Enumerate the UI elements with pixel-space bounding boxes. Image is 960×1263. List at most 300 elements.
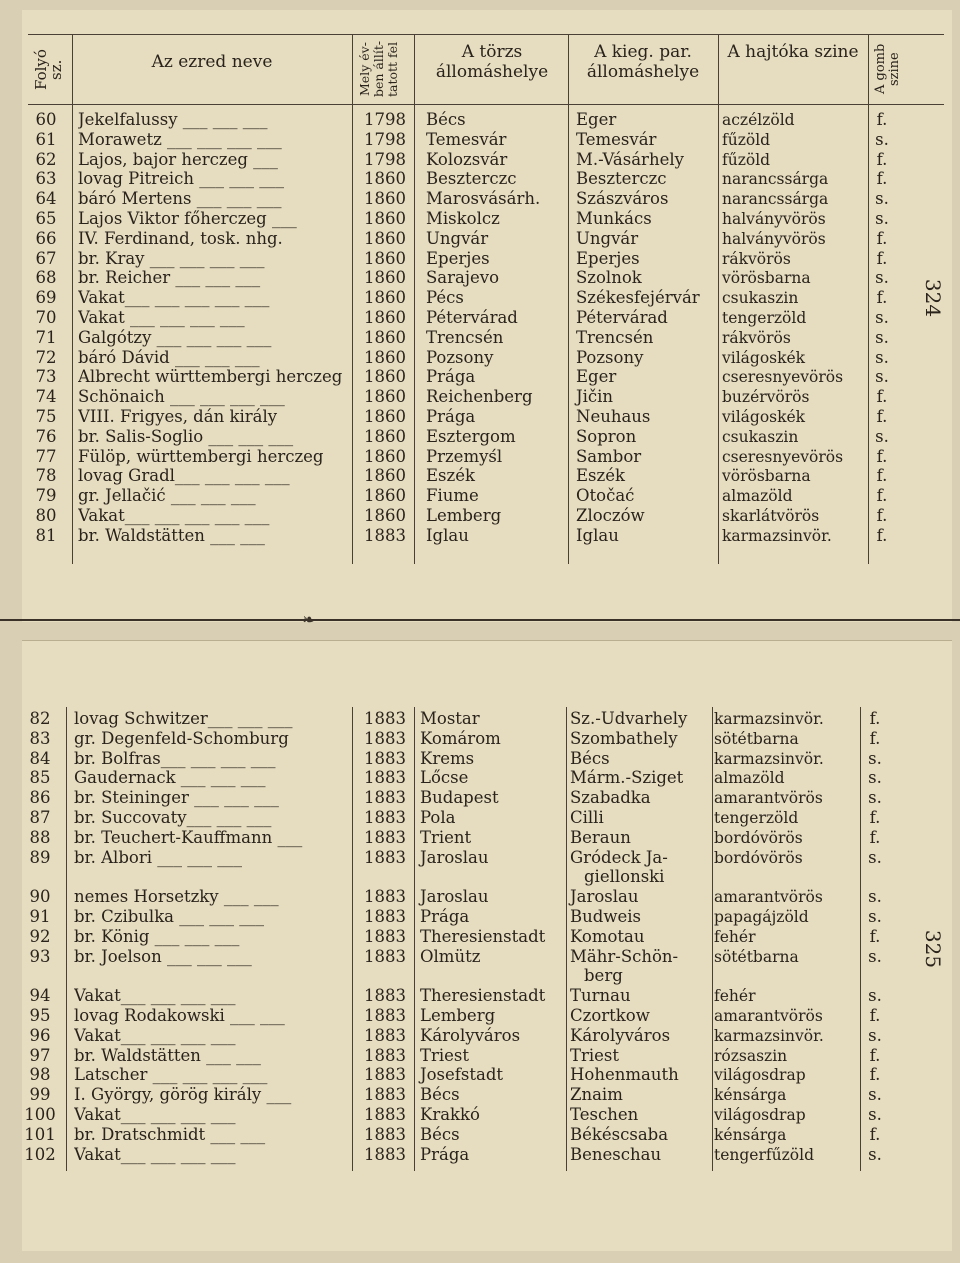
cell-aux: Beraun [570, 827, 631, 847]
cell-facing: vörösbarna [722, 467, 811, 486]
cell-name: br. Czibulka ___ ___ ___ [74, 907, 265, 926]
header-name: Az ezred neve [151, 52, 273, 72]
table-row [22, 907, 952, 927]
cell-year: 1860 [364, 268, 406, 288]
cell-button: f. [869, 827, 881, 847]
cell-name: VIII. Frigyes, dán király [78, 407, 278, 426]
cell-name: br. Joelson ___ ___ ___ [74, 946, 252, 966]
cell-num: 90 [29, 887, 51, 907]
table-row [22, 1085, 952, 1105]
cell-button: s. [875, 209, 889, 228]
table-row [22, 407, 952, 427]
cell-name: Vakat___ ___ ___ ___ [74, 1025, 236, 1045]
cell-aux: Beneschau [570, 1144, 662, 1164]
cell-num: 75 [35, 407, 57, 426]
cell-name: Vakat___ ___ ___ ___ [74, 1105, 236, 1124]
table-row [22, 367, 952, 387]
cell-facing: sötétbarna [714, 729, 799, 748]
cell-facing: tengerzöld [722, 309, 807, 327]
cell-hq: Lőcse [420, 768, 469, 788]
cell-name: gr. Degenfeld-Schomburg [74, 728, 289, 748]
cell-num: 60 [35, 110, 57, 129]
cell-hq: Budapest [420, 788, 499, 808]
cell-year: 1883 [364, 1006, 406, 1025]
cell-num: 74 [35, 387, 57, 407]
cell-facing: fehér [714, 987, 756, 1006]
cell-num: 70 [35, 308, 57, 327]
cell-button: f. [876, 387, 888, 407]
table-row [22, 150, 952, 170]
cell-facing: amarantvörös [714, 888, 823, 907]
cell-button: f. [869, 1006, 881, 1025]
cell-hq: Trencsén [426, 327, 504, 347]
table-row [22, 268, 952, 288]
cell-year: 1883 [364, 926, 406, 946]
cell-num: 76 [35, 426, 57, 446]
page-324 [22, 10, 952, 622]
cell-facing: rózsaszin [714, 1046, 788, 1065]
cell-name: Vakat___ ___ ___ ___ ___ [78, 288, 270, 308]
cell-facing: fűzöld [722, 130, 771, 149]
cell-facing: csukaszin [722, 289, 799, 308]
cell-hq: Josefstadt [420, 1065, 504, 1085]
table-row [22, 729, 952, 749]
cell-num: 97 [29, 1045, 51, 1065]
header-num: Folyó sz. [32, 49, 65, 91]
page-separator [0, 619, 960, 621]
cell-hq: Lemberg [426, 506, 502, 525]
cell-aux: Komotau [570, 926, 645, 946]
table-row [22, 788, 952, 808]
cell-num: 93 [29, 946, 51, 966]
cell-aux: Triest [570, 1045, 620, 1065]
cell-facing: világoskék [722, 348, 806, 367]
cell-aux: Teschen [570, 1105, 639, 1124]
cell-aux: Cilli [570, 808, 604, 827]
cell-name: nemes Horsetzky ___ ___ [74, 887, 279, 907]
cell-num: 102 [24, 1144, 56, 1164]
cell-aux: Zloczów [576, 506, 645, 525]
cell-year: 1860 [364, 486, 406, 506]
cell-aux: M.-Vásárhely [576, 149, 684, 169]
cell-year: 1883 [364, 1085, 406, 1105]
page-325 [22, 640, 952, 1251]
cell-name: báró Dávid ___ ___ ___ [78, 347, 260, 367]
cell-facing: halványvörös [722, 229, 826, 248]
cell-button: f. [869, 709, 881, 728]
cell-button: s. [868, 946, 882, 966]
cell-year: 1860 [364, 209, 406, 228]
cell-aux: Pozsony [576, 347, 644, 367]
cell-num: 99 [29, 1085, 51, 1105]
cell-aux: Pétervárad [576, 308, 668, 327]
cell-year: 1883 [364, 827, 406, 847]
cell-name: br. Dratschmidt ___ ___ [74, 1124, 266, 1144]
cell-hq: Prága [426, 407, 476, 426]
cell-aux: Czortkow [570, 1006, 650, 1025]
cell-num: 81 [35, 525, 57, 545]
cell-num: 78 [35, 466, 57, 486]
header-year: Mely év- ben állít- tatott fel [357, 40, 400, 98]
header-rule [28, 104, 944, 105]
cell-facing: amarantvörös [714, 1007, 823, 1025]
cell-hq: Beszterczc [426, 169, 517, 189]
cell-hq: Komárom [420, 728, 501, 748]
table-row [22, 848, 952, 868]
cell-name: br. Teuchert-Kauffmann ___ [74, 827, 303, 847]
cell-button: f. [876, 149, 888, 169]
cell-name: br. Bolfras___ ___ ___ ___ [74, 748, 276, 768]
cell-aux: Ungvár [576, 228, 639, 248]
cell-name: IV. Ferdinand, tosk. nhg. [78, 228, 283, 248]
cell-name: báró Mertens ___ ___ ___ [78, 189, 282, 209]
cell-aux: Beszterczc [576, 169, 667, 189]
cell-year: 1883 [364, 709, 406, 728]
table-row [22, 130, 952, 150]
table-row [22, 209, 952, 229]
header-aux: A kieg. par. állomáshelye [586, 42, 700, 82]
cell-aux: Eszék [576, 466, 625, 486]
cell-num: 96 [29, 1025, 51, 1045]
cell-name: Schönaich ___ ___ ___ ___ [78, 387, 285, 407]
cell-name: lovag Gradl___ ___ ___ ___ [78, 466, 290, 486]
cell-year: 1883 [364, 1105, 406, 1124]
cell-button: s. [868, 986, 882, 1006]
table-row [22, 169, 952, 189]
table-row [22, 506, 952, 526]
cell-button: s. [868, 887, 882, 907]
cell-aux: Márm.-Sziget [570, 768, 684, 788]
cell-hq: Temesvár [426, 129, 507, 149]
table-top-rule [28, 34, 944, 35]
header-button: A gomb szine [873, 43, 902, 95]
cell-facing: cseresnyevörös [722, 368, 844, 387]
cell-num: 61 [35, 129, 57, 149]
ornament-icon: ❧ [302, 610, 316, 629]
cell-facing: csukaszin [722, 427, 799, 446]
cell-name: Vakat___ ___ ___ ___ ___ [78, 506, 270, 525]
cell-hq: Miskolcz [426, 209, 500, 228]
table-row [22, 986, 952, 1006]
cell-hq: Jaroslau [420, 847, 489, 867]
cell-num: 69 [35, 288, 57, 308]
cell-facing: rákvörös [722, 328, 791, 347]
table-row [22, 328, 952, 348]
cell-year: 1883 [364, 887, 406, 907]
cell-button: s. [868, 748, 882, 768]
cell-num: 98 [29, 1065, 51, 1085]
header-facing: A hajtóka szine [727, 42, 859, 62]
cell-num: 64 [35, 189, 57, 209]
table-row [22, 526, 952, 546]
cell-facing: világosdrap [714, 1106, 806, 1124]
cell-num: 88 [29, 827, 51, 847]
cell-hq: Przemyśl [426, 446, 503, 466]
cell-button: s. [868, 907, 882, 926]
cell-year: 1860 [364, 228, 406, 248]
cell-button: f. [876, 506, 888, 525]
cell-aux: Budweis [570, 907, 641, 926]
cell-button: s. [875, 308, 889, 327]
cell-aux-continued: giellonski [584, 867, 665, 887]
cell-year: 1798 [364, 129, 406, 149]
cell-num: 65 [35, 209, 57, 228]
cell-year: 1860 [364, 169, 406, 189]
cell-aux: Turnau [570, 986, 631, 1006]
cell-name: Lajos, bajor herczeg ___ [78, 149, 278, 169]
cell-hq: Marosvásárh. [426, 189, 541, 209]
cell-year: 1860 [364, 327, 406, 347]
cell-num: 92 [29, 926, 51, 946]
cell-hq: Pozsony [426, 347, 494, 367]
cell-name: Vakat ___ ___ ___ ___ [78, 308, 245, 327]
table-row [22, 249, 952, 269]
page-number: 324 [921, 278, 946, 318]
cell-button: f. [869, 1045, 881, 1065]
cell-button: s. [875, 189, 889, 209]
cell-aux: Szabadka [570, 788, 651, 808]
cell-num: 95 [29, 1006, 51, 1025]
cell-button: s. [868, 1085, 882, 1105]
cell-hq: Theresienstadt [420, 986, 546, 1006]
cell-year: 1883 [364, 788, 406, 808]
cell-year: 1883 [364, 907, 406, 926]
cell-facing: bordóvörös [714, 828, 803, 847]
table-row [22, 927, 952, 947]
cell-aux: Sz.-Udvarhely [570, 709, 688, 728]
cell-num: 83 [29, 728, 51, 748]
table-row [22, 427, 952, 447]
table-row [22, 447, 952, 467]
cell-num: 77 [35, 446, 57, 466]
cell-year: 1860 [364, 308, 406, 327]
cell-name: br. Waldstätten ___ ___ [74, 1045, 261, 1065]
table-row [22, 1105, 952, 1125]
page-number: 325 [921, 929, 946, 969]
cell-num: 87 [29, 808, 51, 827]
cell-year: 1860 [364, 189, 406, 209]
cell-hq: Bécs [426, 110, 466, 129]
cell-num: 79 [35, 486, 57, 506]
cell-button: s. [875, 367, 889, 387]
cell-hq: Reichenberg [426, 387, 533, 407]
table-row [22, 1145, 952, 1165]
cell-aux: Jičin [576, 387, 614, 407]
cell-facing: tengerzöld [714, 809, 799, 827]
cell-aux: Temesvár [576, 129, 657, 149]
cell-aux: Eger [576, 367, 617, 387]
cell-name: br. Albori ___ ___ ___ [74, 847, 242, 867]
cell-aux: Mähr-Schön- [570, 946, 679, 966]
cell-hq: Fiume [426, 486, 479, 506]
cell-button: s. [875, 426, 889, 446]
cell-hq: Prága [420, 907, 470, 926]
table-row [22, 887, 952, 907]
cell-name: Gaudernack ___ ___ ___ [74, 768, 266, 788]
cell-year: 1883 [364, 1045, 406, 1065]
cell-button: f. [876, 288, 888, 308]
cell-hq: Theresienstadt [420, 926, 546, 946]
cell-num: 86 [29, 788, 51, 808]
cell-num: 72 [35, 347, 57, 367]
cell-facing: narancssárga [722, 190, 829, 209]
cell-name: Vakat___ ___ ___ ___ [74, 986, 236, 1006]
cell-name: br. König ___ ___ ___ [74, 926, 240, 946]
cell-name: br. Reicher ___ ___ ___ [78, 268, 261, 288]
cell-hq: Kolozsvár [426, 149, 508, 169]
cell-hq: Bécs [420, 1124, 460, 1144]
cell-facing: almazöld [722, 487, 793, 506]
cell-num: 62 [35, 149, 57, 169]
cell-num: 63 [35, 169, 57, 189]
cell-facing: amarantvörös [714, 789, 823, 808]
cell-aux: Trencsén [576, 327, 654, 347]
cell-name: br. Kray ___ ___ ___ ___ [78, 248, 265, 268]
cell-facing: rákvörös [722, 249, 791, 268]
cell-facing: világosdrap [714, 1066, 806, 1085]
cell-hq: Prága [420, 1144, 470, 1164]
cell-hq: Triest [420, 1045, 470, 1065]
cell-hq: Esztergom [426, 426, 516, 446]
cell-name: I. György, görög király ___ [74, 1085, 292, 1105]
table-row [22, 1065, 952, 1085]
table-row [22, 348, 952, 368]
cell-facing: bordóvörös [714, 848, 803, 867]
table-row [22, 947, 952, 967]
cell-button: f. [869, 808, 881, 827]
cell-name: Galgótzy ___ ___ ___ ___ [78, 327, 272, 347]
cell-year: 1883 [364, 768, 406, 788]
cell-aux: Hohenmauth [570, 1065, 679, 1085]
cell-aux: Sopron [576, 426, 637, 446]
cell-aux: Szászváros [576, 189, 669, 209]
cell-year: 1883 [364, 748, 406, 768]
cell-button: f. [869, 1065, 881, 1085]
cell-name: br. Waldstätten ___ ___ [78, 525, 265, 545]
cell-button: f. [876, 466, 888, 486]
cell-year: 1860 [364, 407, 406, 426]
table-row [22, 486, 952, 506]
cell-year: 1883 [364, 1124, 406, 1144]
cell-name: Latscher ___ ___ ___ ___ [74, 1065, 268, 1085]
header-hq: A törzs állomáshelye [435, 42, 549, 82]
cell-facing: karmazsinvör. [714, 749, 824, 768]
cell-num: 89 [29, 847, 51, 867]
table-row [22, 308, 952, 328]
cell-hq: Károlyváros [420, 1025, 521, 1045]
cell-hq: Ungvár [426, 228, 489, 248]
cell-year: 1860 [364, 426, 406, 446]
cell-button: f. [869, 728, 881, 748]
cell-facing: sötétbarna [714, 947, 799, 966]
cell-facing: kénsárga [714, 1125, 787, 1144]
cell-button: s. [875, 347, 889, 367]
cell-facing: buzérvörös [722, 388, 810, 407]
cell-facing: fehér [714, 927, 756, 946]
cell-year: 1883 [364, 1025, 406, 1045]
cell-name: lovag Rodakowski ___ ___ [74, 1006, 285, 1025]
cell-aux: Szolnok [576, 268, 642, 288]
cell-button: f. [869, 1124, 881, 1144]
cell-aux: Jaroslau [570, 887, 639, 907]
cell-num: 100 [24, 1105, 56, 1124]
cell-year: 1860 [364, 288, 406, 308]
cell-hq: Pétervárad [426, 308, 518, 327]
cell-num: 80 [35, 506, 57, 525]
cell-facing: karmazsinvör. [714, 710, 824, 728]
cell-name: gr. Jellačić ___ ___ ___ [78, 486, 256, 506]
cell-aux: Eperjes [576, 248, 640, 268]
cell-aux: Iglau [576, 525, 619, 545]
cell-aux: Szombathely [570, 728, 678, 748]
cell-hq: Prága [426, 367, 476, 387]
table-row [22, 709, 952, 729]
cell-aux: Bécs [570, 748, 610, 768]
cell-num: 82 [29, 709, 51, 728]
cell-facing: halványvörös [722, 210, 826, 228]
cell-num: 94 [29, 986, 51, 1006]
cell-aux: Otočać [576, 486, 635, 506]
cell-button: s. [868, 1025, 882, 1045]
cell-num: 68 [35, 268, 57, 288]
cell-hq: Bécs [420, 1085, 460, 1105]
cell-year: 1860 [364, 506, 406, 525]
cell-year: 1883 [364, 808, 406, 827]
cell-button: f. [876, 525, 888, 545]
cell-year: 1798 [364, 110, 406, 129]
cell-facing: fűzöld [722, 150, 771, 169]
cell-button: s. [868, 788, 882, 808]
cell-facing: vörösbarna [722, 269, 811, 288]
cell-button: s. [875, 129, 889, 149]
cell-year: 1883 [364, 986, 406, 1006]
cell-hq: Eperjes [426, 248, 490, 268]
cell-button: f. [876, 407, 888, 426]
cell-button: s. [875, 327, 889, 347]
cell-button: s. [868, 1105, 882, 1124]
table-row [22, 466, 952, 486]
table-row-continuation [22, 966, 952, 986]
cell-aux: Munkács [576, 209, 652, 228]
table-row [22, 387, 952, 407]
cell-aux: Gródeck Ja- [570, 847, 668, 867]
table-row [22, 768, 952, 788]
table-row [22, 808, 952, 828]
cell-num: 67 [35, 248, 57, 268]
cell-aux: Károlyváros [570, 1025, 671, 1045]
cell-year: 1860 [364, 446, 406, 466]
cell-facing: világoskék [722, 408, 806, 426]
cell-year: 1883 [364, 1144, 406, 1164]
cell-button: f. [876, 248, 888, 268]
cell-button: s. [875, 268, 889, 288]
cell-button: f. [876, 486, 888, 506]
cell-facing: papagájzöld [714, 908, 809, 926]
cell-facing: kénsárga [714, 1086, 787, 1105]
cell-facing: almazöld [714, 769, 785, 788]
cell-year: 1798 [364, 149, 406, 169]
cell-num: 66 [35, 228, 57, 248]
cell-num: 85 [29, 768, 51, 788]
cell-hq: Jaroslau [420, 887, 489, 907]
cell-hq: Sarajevo [426, 268, 500, 288]
cell-year: 1883 [364, 1065, 406, 1085]
cell-hq: Trient [420, 827, 472, 847]
cell-name: Jekelfalussy ___ ___ ___ [78, 110, 268, 129]
cell-num: 91 [29, 907, 51, 926]
cell-name: lovag Schwitzer___ ___ ___ [74, 709, 293, 728]
cell-hq: Krems [420, 748, 475, 768]
